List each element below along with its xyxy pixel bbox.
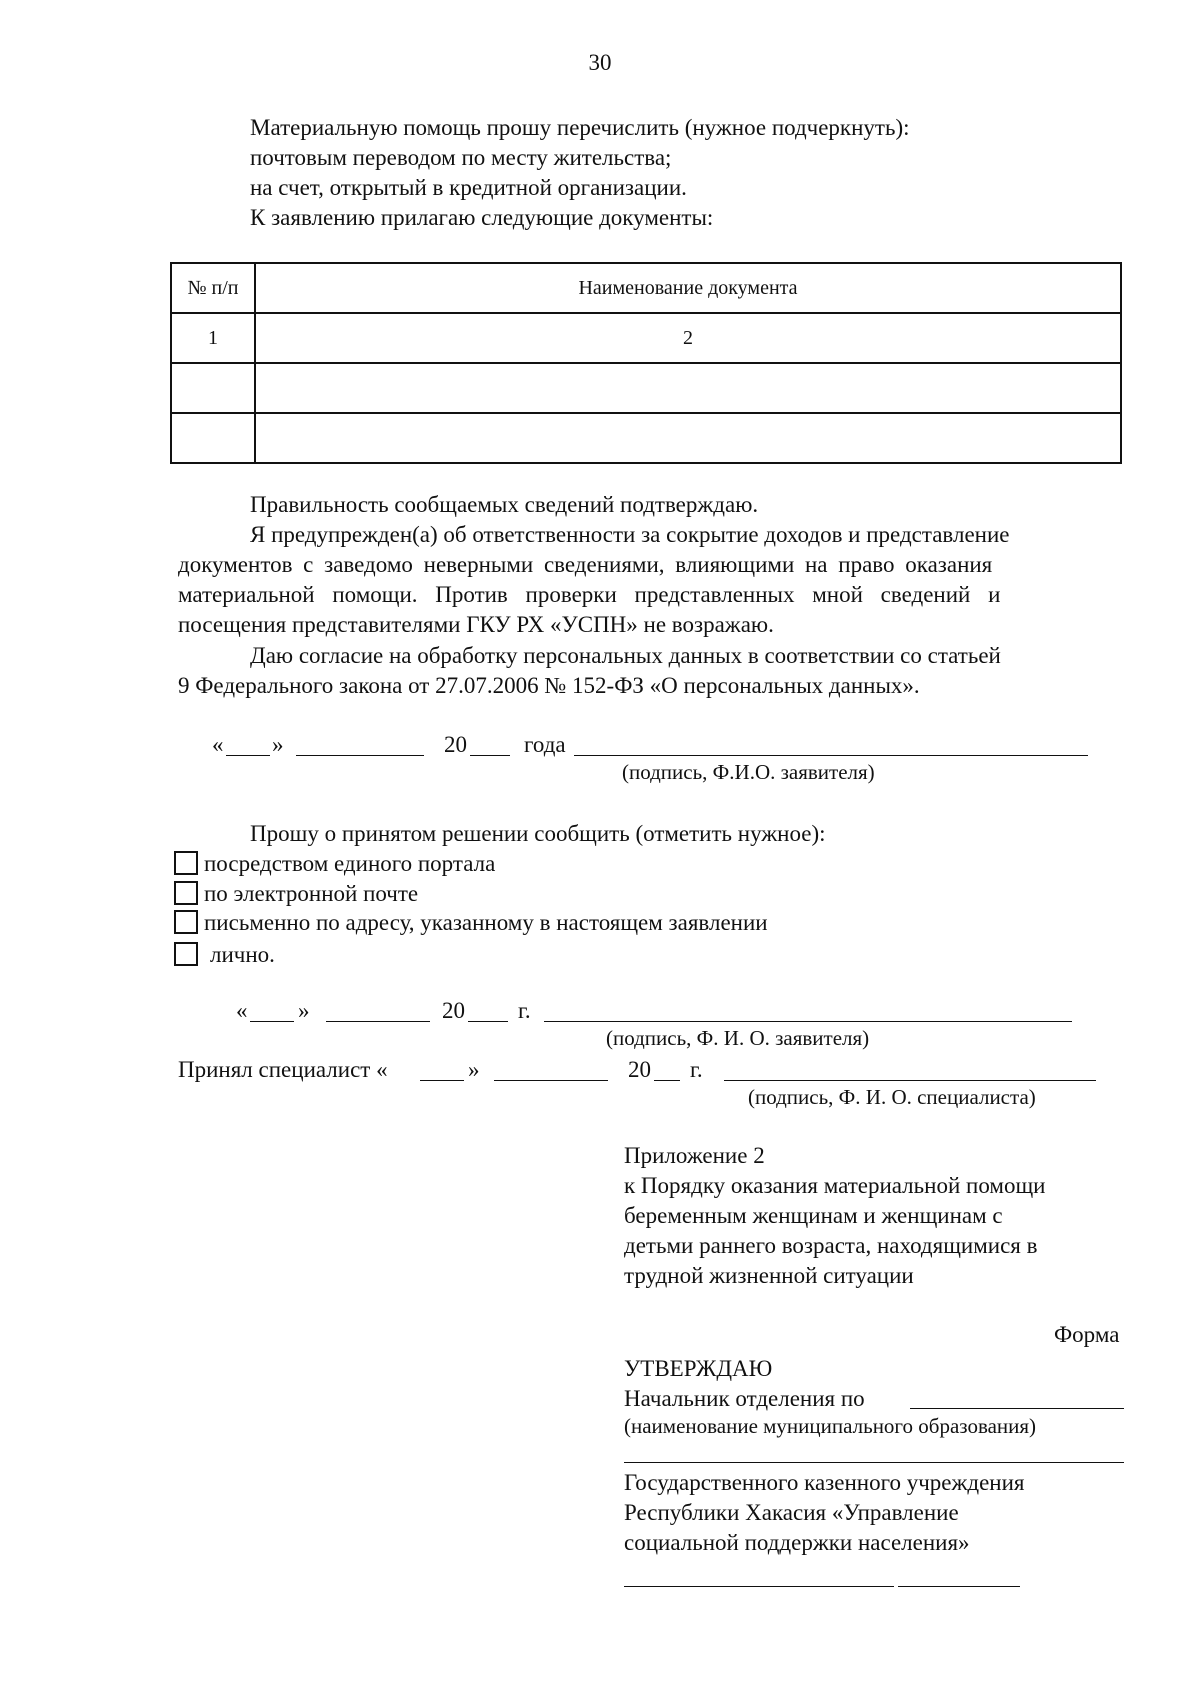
appendix-line-2: к Порядку оказания материальной помощи xyxy=(624,1173,1046,1198)
signature-caption: (подпись, Ф.И.О. заявителя) xyxy=(622,760,875,784)
table-row xyxy=(171,313,1121,363)
checkbox[interactable] xyxy=(174,881,198,905)
year-field[interactable] xyxy=(468,1021,508,1022)
cell-document: 2 xyxy=(255,313,1121,363)
quote-close: » xyxy=(272,732,284,757)
option-label: посредством единого портала xyxy=(204,851,496,876)
liability-line-4: посещения представителями ГКУ РХ «УСПН» не возражаю. xyxy=(178,612,774,637)
day-field[interactable] xyxy=(420,1080,464,1081)
quote-close: » xyxy=(298,998,310,1023)
name-field[interactable] xyxy=(624,1462,1124,1463)
approve-head: Начальник отделения по xyxy=(624,1386,865,1411)
liability-line-3: материальной помощи. Против проверки представленных мной сведений и xyxy=(178,582,1001,607)
signature-caption: (подпись, Ф. И. О. специалиста) xyxy=(748,1085,1036,1109)
year-prefix: 20 xyxy=(442,998,465,1023)
cell-document[interactable] xyxy=(255,363,1121,413)
cell-number[interactable] xyxy=(171,413,255,463)
checkbox[interactable] xyxy=(174,910,198,934)
liability-line-2: документов с заведомо неверными сведениями, влияющими на право оказания xyxy=(178,552,993,577)
intro-line-4: К заявлению прилагаю следующие документы: xyxy=(250,205,714,230)
day-field[interactable] xyxy=(226,755,270,756)
quote-open: « xyxy=(212,732,224,757)
option-label: по электронной почте xyxy=(204,881,419,906)
checkbox[interactable] xyxy=(174,942,198,966)
year-word: года xyxy=(524,732,566,757)
liability-line-1: Я предупрежден(а) об ответственности за сокрытие доходов и представление xyxy=(250,522,1010,547)
notify-option-mail xyxy=(174,908,768,938)
signature-field[interactable] xyxy=(724,1080,1096,1081)
org-line-2: Республики Хакасия «Управление xyxy=(624,1500,959,1525)
intro-line-2: почтовым переводом по месту жительства; xyxy=(250,145,672,170)
month-field[interactable] xyxy=(296,755,424,756)
cell-number[interactable] xyxy=(171,363,255,413)
appendix-line-3: беременным женщинам и женщинам с xyxy=(624,1203,1003,1228)
signature-caption: (подпись, Ф. И. О. заявителя) xyxy=(606,1026,870,1050)
form-label: Форма xyxy=(1054,1322,1120,1347)
org-line-3: социальной поддержки населения» xyxy=(624,1530,970,1555)
intro-line-3: на счет, открытый в кредитной организации. xyxy=(250,175,687,200)
notify-title: Прошу о принятом решении сообщить (отметить нужное): xyxy=(250,821,826,846)
table-row xyxy=(171,363,1121,413)
year-field[interactable] xyxy=(654,1080,680,1081)
year-field[interactable] xyxy=(470,755,510,756)
year-prefix: 20 xyxy=(444,732,467,757)
checkbox[interactable] xyxy=(174,851,198,875)
option-label: лично. xyxy=(210,942,275,967)
approve-title: УТВЕРЖДАЮ xyxy=(624,1356,773,1381)
appendix-title: Приложение 2 xyxy=(624,1143,765,1168)
month-field[interactable] xyxy=(494,1080,608,1081)
cell-document[interactable] xyxy=(255,413,1121,463)
notify-option-portal xyxy=(174,849,495,879)
approve-caption: (наименование муниципального образования) xyxy=(624,1414,1037,1438)
signature-line-right[interactable] xyxy=(898,1586,1020,1587)
table-row xyxy=(171,413,1121,463)
quote-open: « xyxy=(236,998,248,1023)
cell-number: 1 xyxy=(171,313,255,363)
month-field[interactable] xyxy=(326,1021,430,1022)
signature-field[interactable] xyxy=(574,755,1088,756)
notify-option-personal xyxy=(174,940,275,970)
year-word: г. xyxy=(518,998,531,1023)
year-word: г. xyxy=(690,1057,703,1082)
appendix-line-4: детьми раннего возраста, находящимися в xyxy=(624,1233,1038,1258)
day-field[interactable] xyxy=(250,1021,294,1022)
appendix-line-5: трудной жизненной ситуации xyxy=(624,1263,914,1288)
intro-line-1: Материальную помощь прошу перечислить (нужное подчеркнуть): xyxy=(250,115,910,140)
page-number: 30 xyxy=(588,50,612,75)
table-header-row xyxy=(171,263,1121,313)
department-field[interactable] xyxy=(910,1408,1124,1409)
notify-option-email xyxy=(174,879,418,909)
signature-line-left[interactable] xyxy=(624,1586,894,1587)
specialist-label: Принял специалист « xyxy=(178,1057,388,1082)
documents-table xyxy=(170,262,1122,464)
consent-line-1: Даю согласие на обработку персональных данных в соответствии со статьей xyxy=(250,643,1001,668)
header-document-name: Наименование документа xyxy=(255,263,1121,313)
signature-field[interactable] xyxy=(544,1021,1072,1022)
confirm-line: Правильность сообщаемых сведений подтверждаю. xyxy=(250,492,759,517)
org-line-1: Государственного казенного учреждения xyxy=(624,1470,1025,1495)
header-number: № п/п xyxy=(171,263,255,313)
option-label: письменно по адресу, указанному в настоящем заявлении xyxy=(204,910,768,935)
year-prefix: 20 xyxy=(628,1057,651,1082)
quote-close: » xyxy=(468,1057,480,1082)
consent-line-2: 9 Федерального закона от 27.07.2006 № 152-ФЗ «О персональных данных». xyxy=(178,673,920,698)
